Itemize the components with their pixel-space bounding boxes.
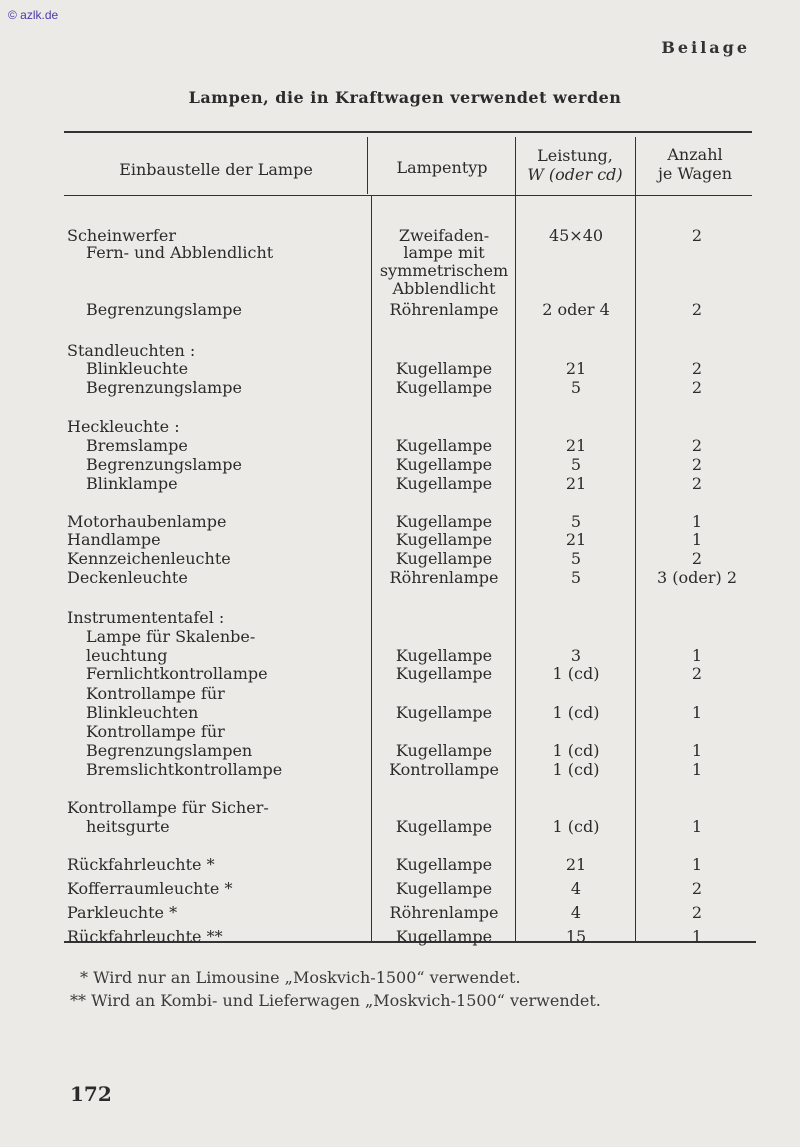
column-header-type: Lampentyp bbox=[396, 158, 488, 177]
cell-count: 3 (oder) 2 bbox=[656, 568, 737, 587]
cell-location: Rückfahrleuchte ** bbox=[67, 927, 223, 946]
cell-power: 5 bbox=[570, 378, 582, 397]
cell-location: Lampe für Skalenbe- bbox=[86, 627, 256, 646]
cell-location: Motorhaubenlampe bbox=[67, 512, 227, 531]
cell-location: leuchtung bbox=[86, 646, 168, 665]
cell-lamp-type: Kugellampe bbox=[395, 530, 493, 549]
cell-count: 2 bbox=[691, 300, 703, 319]
column-header-location: Einbaustelle der Lampe bbox=[119, 160, 313, 179]
cell-power: 2 oder 4 bbox=[542, 300, 610, 319]
cell-count: 1 bbox=[691, 703, 703, 722]
cell-lamp-type: Kugellampe bbox=[395, 741, 493, 760]
cell-count: 2 bbox=[691, 455, 703, 474]
cell-power: 21 bbox=[565, 474, 587, 493]
cell-power: 21 bbox=[565, 436, 587, 455]
cell-location: Begrenzungslampe bbox=[86, 300, 242, 319]
cell-location: Scheinwerfer bbox=[67, 226, 176, 245]
cell-lamp-type: Kugellampe bbox=[395, 378, 493, 397]
cell-count: 2 bbox=[691, 359, 703, 378]
column-divider-1-body bbox=[371, 196, 372, 941]
cell-lamp-type: Röhrenlampe bbox=[389, 568, 499, 587]
column-divider-1 bbox=[367, 137, 368, 194]
cell-count: 2 bbox=[691, 436, 703, 455]
cell-power: 21 bbox=[565, 359, 587, 378]
cell-lamp-type: Kugellampe bbox=[395, 664, 493, 683]
cell-location: Heckleuchte : bbox=[67, 417, 180, 436]
cell-power: 1 (cd) bbox=[552, 760, 600, 779]
cell-lamp-type: Kugellampe bbox=[395, 855, 493, 874]
cell-lamp-type: Kugellampe bbox=[395, 455, 493, 474]
cell-lamp-type: symmetrischem bbox=[379, 261, 509, 280]
cell-lamp-type: Kugellampe bbox=[395, 879, 493, 898]
cell-count: 1 bbox=[691, 817, 703, 836]
cell-lamp-type: Kugellampe bbox=[395, 512, 493, 531]
cell-location: Instrumententafel : bbox=[67, 608, 225, 627]
cell-power: 1 (cd) bbox=[552, 664, 600, 683]
cell-location: Kontrollampe für bbox=[86, 722, 225, 741]
cell-lamp-type: Röhrenlampe bbox=[389, 903, 499, 922]
column-divider-2 bbox=[515, 137, 516, 941]
cell-location: Begrenzungslampe bbox=[86, 455, 242, 474]
cell-power: 5 bbox=[570, 549, 582, 568]
cell-location: Standleuchten : bbox=[67, 341, 196, 360]
cell-count: 2 bbox=[691, 474, 703, 493]
cell-location: Begrenzungslampe bbox=[86, 378, 242, 397]
cell-power: 5 bbox=[570, 455, 582, 474]
cell-location: Deckenleuchte bbox=[67, 568, 188, 587]
cell-lamp-type: Kugellampe bbox=[395, 646, 493, 665]
section-label: Beilage bbox=[661, 38, 750, 57]
cell-location: Parkleuchte * bbox=[67, 903, 178, 922]
cell-count: 1 bbox=[691, 760, 703, 779]
column-header-power bbox=[516, 146, 634, 184]
cell-lamp-type: Kugellampe bbox=[395, 359, 493, 378]
cell-lamp-type: Abblendlicht bbox=[392, 279, 496, 298]
cell-location: Kontrollampe für bbox=[86, 684, 225, 703]
cell-location: Handlampe bbox=[67, 530, 161, 549]
cell-power: 3 bbox=[570, 646, 582, 665]
cell-count: 1 bbox=[691, 530, 703, 549]
cell-count: 1 bbox=[691, 927, 703, 946]
power-header-line2: W (oder cd) bbox=[527, 165, 623, 184]
cell-power: 45×40 bbox=[548, 226, 604, 245]
cell-power: 21 bbox=[565, 855, 587, 874]
cell-power: 4 bbox=[570, 879, 582, 898]
column-header-count bbox=[636, 145, 754, 183]
cell-count: 2 bbox=[691, 903, 703, 922]
cell-power: 5 bbox=[570, 568, 582, 587]
cell-count: 1 bbox=[691, 741, 703, 760]
cell-power: 1 (cd) bbox=[552, 703, 600, 722]
watermark: © azlk.de bbox=[8, 8, 59, 22]
cell-location: heitsgurte bbox=[86, 817, 170, 836]
footnote-1: * Wird nur an Limousine „Moskvich-1500“ verwendet. bbox=[80, 968, 521, 987]
cell-location: Begrenzungslampen bbox=[86, 741, 253, 760]
cell-location: Blinklampe bbox=[86, 474, 178, 493]
cell-count: 2 bbox=[691, 549, 703, 568]
cell-lamp-type: Kugellampe bbox=[395, 703, 493, 722]
cell-lamp-type: Kugellampe bbox=[395, 927, 493, 946]
cell-location: Rückfahrleuchte * bbox=[67, 855, 215, 874]
header-rule bbox=[64, 195, 752, 196]
cell-count: 2 bbox=[691, 664, 703, 683]
footnote-2: ** Wird an Kombi- und Lieferwagen „Moskvich-1500“ verwendet. bbox=[70, 991, 601, 1010]
cell-lamp-type: Zweifaden- bbox=[398, 226, 490, 245]
column-divider-3 bbox=[635, 137, 636, 941]
cell-power: 5 bbox=[570, 512, 582, 531]
cell-count: 2 bbox=[691, 879, 703, 898]
count-header-line1: Anzahl bbox=[667, 145, 723, 164]
count-header-line2: je Wagen bbox=[657, 164, 733, 183]
page-number: 172 bbox=[70, 1082, 112, 1106]
cell-power: 21 bbox=[565, 530, 587, 549]
cell-count: 2 bbox=[691, 378, 703, 397]
cell-count: 1 bbox=[691, 646, 703, 665]
table-title: Lampen, die in Kraftwagen verwendet werden bbox=[188, 88, 622, 107]
cell-count: 1 bbox=[691, 855, 703, 874]
cell-location: Fernlichtkontrollampe bbox=[86, 664, 268, 683]
cell-lamp-type: Kugellampe bbox=[395, 817, 493, 836]
cell-location: Blinkleuchte bbox=[86, 359, 189, 378]
cell-lamp-type: Röhrenlampe bbox=[389, 300, 499, 319]
cell-power: 1 (cd) bbox=[552, 817, 600, 836]
cell-location: Kontrollampe für Sicher- bbox=[67, 798, 269, 817]
top-rule bbox=[64, 131, 752, 133]
cell-lamp-type: lampe mit bbox=[403, 243, 485, 262]
power-header-line1: Leistung, bbox=[537, 146, 613, 165]
cell-count: 2 bbox=[691, 226, 703, 245]
cell-power: 4 bbox=[570, 903, 582, 922]
cell-location: Bremslampe bbox=[86, 436, 188, 455]
cell-lamp-type: Kontrollampe bbox=[389, 760, 499, 779]
cell-lamp-type: Kugellampe bbox=[395, 436, 493, 455]
cell-count: 1 bbox=[691, 512, 703, 531]
cell-lamp-type: Kugellampe bbox=[395, 549, 493, 568]
cell-power: 1 (cd) bbox=[552, 741, 600, 760]
cell-power: 15 bbox=[565, 927, 587, 946]
cell-location: Kofferraumleuchte * bbox=[67, 879, 233, 898]
cell-lamp-type: Kugellampe bbox=[395, 474, 493, 493]
cell-location: Kennzeichenleuchte bbox=[67, 549, 231, 568]
cell-location: Blinkleuchten bbox=[86, 703, 199, 722]
cell-location: Fern- und Abblendlicht bbox=[86, 243, 274, 262]
cell-location: Bremslichtkontrollampe bbox=[86, 760, 283, 779]
